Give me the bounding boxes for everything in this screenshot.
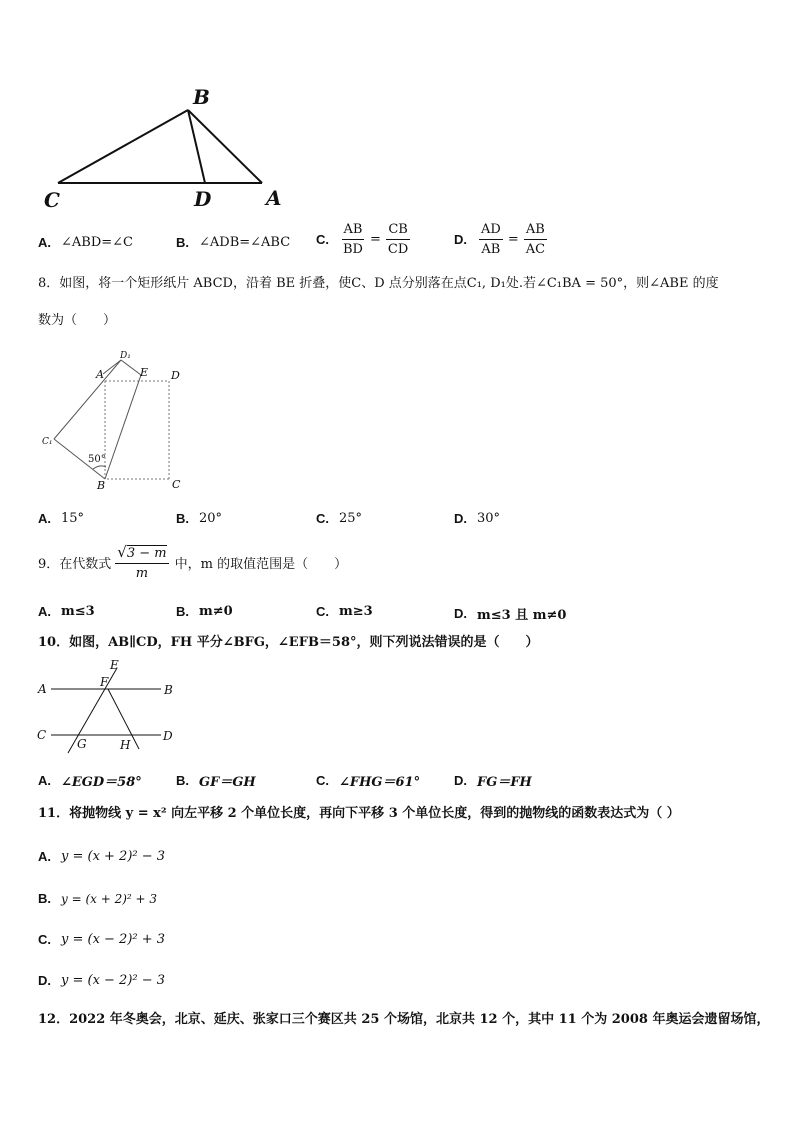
label-A: A [266, 186, 282, 210]
option-text: y = (x − 2)² + 3 [61, 932, 166, 947]
option-text: m≠0 [199, 604, 233, 619]
denominator: AB [481, 242, 501, 257]
q8-option-a[interactable] [38, 511, 84, 526]
fraction [386, 222, 410, 257]
q11-option-d[interactable] [38, 973, 165, 988]
option-letter: D. [38, 973, 51, 988]
option-letter: B. [176, 773, 189, 788]
equals-sign: = [507, 232, 519, 247]
option-text: y = (x − 2)² − 3 [61, 973, 166, 988]
q11-option-a[interactable] [38, 849, 165, 864]
option-text: 30° [477, 511, 501, 526]
q10-option-d[interactable] [454, 771, 532, 790]
label-C: C [44, 188, 60, 212]
q9-suffix: 中，m 的取值范围是（ ） [174, 556, 348, 572]
label-D: D [194, 187, 212, 211]
label-G: G [77, 737, 87, 751]
q8-text-line1: 8．如图，将一个矩形纸片 ABCD，沿着 BE 折叠，使C、D 点分别落在点C₁, D₁处.若∠C₁BA = 50°，则∠ABE 的度 [38, 276, 719, 291]
option-letter: A. [38, 604, 51, 619]
q11-text: 11．将抛物线 y = x² 向左平移 2 个单位长度，再向下平移 3 个单位长度，得到的抛物线的函数表达式为（ ） [38, 806, 680, 821]
q9-option-a[interactable] [38, 604, 95, 619]
fraction [524, 222, 547, 257]
fraction [479, 222, 503, 257]
option-letter: B. [176, 604, 189, 619]
label-D1: D₁ [120, 351, 131, 361]
numerator: CB [386, 222, 410, 240]
label-D: D [163, 729, 173, 743]
q7-option-a[interactable] [38, 235, 133, 250]
option-letter: A. [38, 849, 51, 864]
label-H: H [120, 738, 131, 752]
option-letter: D. [454, 232, 467, 247]
option-letter: D. [454, 511, 467, 526]
radical-fraction [115, 543, 168, 581]
option-text: ∠ADB=∠ABC [199, 235, 291, 250]
option-text: y = (x + 2)² + 3 [61, 891, 158, 906]
label-A: A [96, 368, 104, 381]
q9-option-b[interactable] [176, 604, 233, 619]
radicand: 3 − m [126, 546, 167, 561]
numerator: AB [342, 222, 365, 240]
option-text: y = (x + 2)² − 3 [61, 849, 166, 864]
label-A: A [38, 682, 47, 696]
q7-option-c[interactable] [316, 222, 412, 257]
q10-option-b[interactable] [176, 771, 256, 790]
q7-option-d[interactable] [454, 222, 549, 257]
q8-option-c[interactable] [316, 511, 362, 526]
option-letter: B. [176, 235, 189, 250]
option-letter: C. [316, 604, 329, 619]
label-B: B [193, 85, 210, 109]
option-text: ∠FHG＝61° [339, 775, 421, 790]
numerator: AD [479, 222, 503, 240]
q9-text [38, 543, 347, 581]
option-text: 20° [199, 511, 223, 526]
figure-q7 [30, 80, 300, 215]
figure-q10 [35, 655, 185, 755]
triangle-bca-diagram [30, 80, 300, 215]
equals-sign: = [369, 232, 381, 247]
denominator: AC [525, 242, 546, 257]
q7-option-b[interactable] [176, 235, 290, 250]
option-letter: C. [316, 511, 329, 526]
option-text: FG＝FH [477, 775, 532, 790]
q9-option-c[interactable] [316, 604, 373, 619]
option-text: ∠ABD=∠C [61, 235, 133, 250]
option-text: ∠EGD＝58° [61, 775, 142, 790]
numerator: AB [524, 222, 547, 240]
q12-text: 12．2022 年冬奥会，北京、延庆、张家口三个赛区共 25 个场馆，北京共 12 个，其中 11 个为 2008 年奥运会遗留场馆， [38, 1012, 770, 1027]
option-letter: C. [316, 773, 329, 788]
option-letter: B. [38, 891, 51, 906]
option-letter: A. [38, 511, 51, 526]
option-text: m≤3 [61, 604, 95, 619]
option-letter: A. [38, 773, 51, 788]
q8-text-line2: 数为（ ） [38, 313, 117, 328]
q9-option-d[interactable] [454, 604, 566, 623]
option-letter: D. [454, 773, 467, 788]
denominator: BD [343, 242, 363, 257]
option-letter: D. [454, 606, 467, 621]
label-C: C [37, 728, 47, 742]
denominator: m [135, 566, 149, 581]
option-text: GF＝GH [199, 775, 256, 790]
label-D: D [171, 369, 180, 382]
label-B: B [164, 683, 173, 697]
label-F: F [100, 675, 109, 689]
q9-prefix: 9．在代数式 [38, 556, 112, 572]
figure-q8 [38, 348, 198, 493]
sqrt-icon: √ [117, 543, 127, 561]
label-C1: C₁ [42, 437, 53, 447]
label-B: B [97, 479, 106, 492]
label-angle-50: 50° [88, 454, 106, 465]
option-letter: C. [316, 232, 329, 247]
q8-option-d[interactable] [454, 511, 500, 526]
label-C: C [172, 478, 181, 491]
denominator: CD [387, 242, 409, 257]
label-E: E [110, 658, 119, 672]
q11-option-c[interactable] [38, 932, 165, 947]
option-text: m≤3 且 m≠0 [477, 608, 567, 623]
q11-option-b[interactable] [38, 891, 157, 906]
option-text: m≥3 [339, 604, 373, 619]
fraction [341, 222, 365, 257]
option-letter: C. [38, 932, 51, 947]
option-text: 25° [339, 511, 363, 526]
numerator [115, 543, 168, 564]
option-letter: B. [176, 511, 189, 526]
q10-option-a[interactable] [38, 771, 142, 790]
option-letter: A. [38, 235, 51, 250]
option-text: 15° [61, 511, 85, 526]
q10-option-c[interactable] [316, 771, 420, 790]
q8-option-b[interactable] [176, 511, 222, 526]
q10-text: 10．如图，AB∥CD，FH 平分∠BFG，∠EFB＝58°，则下列说法错误的是（ ） [38, 635, 539, 650]
label-E: E [140, 366, 149, 379]
